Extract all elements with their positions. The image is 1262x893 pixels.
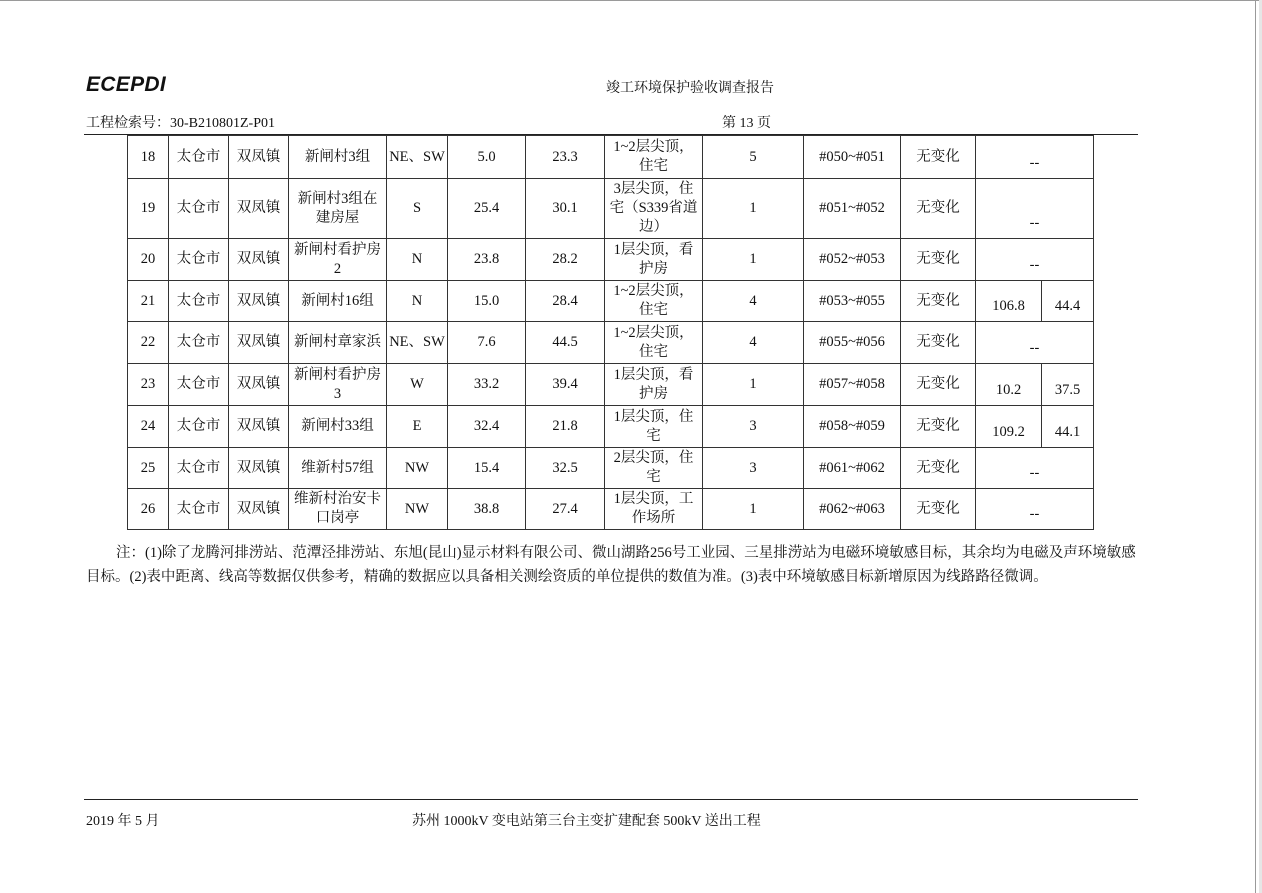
cell-height: 44.5: [526, 322, 605, 364]
cell-dist: 32.4: [448, 406, 526, 448]
cell-no: 26: [128, 489, 169, 530]
cell-towers: #052~#053: [804, 239, 901, 281]
cell-type: 1层尖顶，看护房: [605, 364, 703, 406]
cell-dist: 23.8: [448, 239, 526, 281]
cell-extra-1: 10.2: [976, 364, 1042, 406]
cell-town: 双凤镇: [229, 239, 289, 281]
cell-city: 太仓市: [169, 406, 229, 448]
cell-count: 4: [703, 281, 804, 322]
page-border-top: [0, 0, 1262, 1]
cell-count: 3: [703, 448, 804, 489]
cell-no: 23: [128, 364, 169, 406]
cell-city: 太仓市: [169, 281, 229, 322]
cell-height: 32.5: [526, 448, 605, 489]
cell-extra: --: [976, 239, 1094, 281]
cell-type: 3层尖顶，住宅（S339省道边）: [605, 179, 703, 239]
cell-extra-2: 37.5: [1042, 364, 1094, 406]
cell-extra-1: 106.8: [976, 281, 1042, 322]
cell-dist: 5.0: [448, 136, 526, 179]
cell-dir: W: [387, 364, 448, 406]
cell-city: 太仓市: [169, 136, 229, 179]
cell-dist: 15.0: [448, 281, 526, 322]
cell-count: 1: [703, 239, 804, 281]
cell-extra-2: 44.4: [1042, 281, 1094, 322]
cell-height: 27.4: [526, 489, 605, 530]
table-row: [128, 364, 1094, 406]
cell-dist: 25.4: [448, 179, 526, 239]
cell-towers: #062~#063: [804, 489, 901, 530]
cell-towers: #057~#058: [804, 364, 901, 406]
cell-town: 双凤镇: [229, 136, 289, 179]
cell-height: 23.3: [526, 136, 605, 179]
table-row: [128, 281, 1094, 322]
table-row: [128, 136, 1094, 179]
cell-change: 无变化: [901, 281, 976, 322]
cell-type: 1层尖顶，看护房: [605, 239, 703, 281]
table-row: [128, 489, 1094, 530]
cell-type: 1~2层尖顶，住宅: [605, 136, 703, 179]
cell-towers: #061~#062: [804, 448, 901, 489]
cell-dir: N: [387, 281, 448, 322]
cell-no: 19: [128, 179, 169, 239]
table-row: [128, 239, 1094, 281]
cell-change: 无变化: [901, 179, 976, 239]
cell-extra: --: [976, 489, 1094, 530]
cell-count: 3: [703, 406, 804, 448]
cell-city: 太仓市: [169, 489, 229, 530]
cell-dir: S: [387, 179, 448, 239]
cell-target: 维新村57组: [289, 448, 387, 489]
cell-town: 双凤镇: [229, 448, 289, 489]
cell-towers: #053~#055: [804, 281, 901, 322]
cell-town: 双凤镇: [229, 406, 289, 448]
footer-date: 2019 年 5 月: [86, 814, 160, 829]
cell-no: 22: [128, 322, 169, 364]
cell-change: 无变化: [901, 239, 976, 281]
cell-city: 太仓市: [169, 448, 229, 489]
cell-city: 太仓市: [169, 364, 229, 406]
cell-towers: #051~#052: [804, 179, 901, 239]
cell-extra: --: [976, 448, 1094, 489]
page-number: 第 13 页: [722, 116, 771, 131]
cell-dist: 38.8: [448, 489, 526, 530]
cell-dir: NW: [387, 489, 448, 530]
cell-type: 1层尖顶，工作场所: [605, 489, 703, 530]
cell-city: 太仓市: [169, 322, 229, 364]
table-body: [128, 136, 1094, 530]
cell-change: 无变化: [901, 136, 976, 179]
cell-no: 24: [128, 406, 169, 448]
footer-rule: [84, 799, 1138, 800]
cell-dist: 15.4: [448, 448, 526, 489]
sensitive-targets-table: [127, 135, 1094, 530]
cell-change: 无变化: [901, 489, 976, 530]
cell-change: 无变化: [901, 364, 976, 406]
cell-count: 1: [703, 364, 804, 406]
cell-target: 新闸村看护房2: [289, 239, 387, 281]
cell-town: 双凤镇: [229, 322, 289, 364]
cell-target: 新闸村章家浜: [289, 322, 387, 364]
cell-dir: E: [387, 406, 448, 448]
cell-extra: --: [976, 322, 1094, 364]
cell-target: 新闸村33组: [289, 406, 387, 448]
cell-towers: #055~#056: [804, 322, 901, 364]
cell-no: 25: [128, 448, 169, 489]
table-row: [128, 322, 1094, 364]
cell-count: 5: [703, 136, 804, 179]
cell-dir: NW: [387, 448, 448, 489]
cell-extra-2: 44.1: [1042, 406, 1094, 448]
cell-count: 4: [703, 322, 804, 364]
cell-change: 无变化: [901, 322, 976, 364]
cell-dir: NE、SW: [387, 322, 448, 364]
cell-extra: --: [976, 136, 1094, 179]
cell-height: 30.1: [526, 179, 605, 239]
table-row: [128, 406, 1094, 448]
cell-dist: 7.6: [448, 322, 526, 364]
cell-towers: #058~#059: [804, 406, 901, 448]
cell-dir: NE、SW: [387, 136, 448, 179]
cell-change: 无变化: [901, 448, 976, 489]
footer-project-name: 苏州 1000kV 变电站第三台主变扩建配套 500kV 送出工程: [412, 814, 761, 829]
report-title: 竣工环境保护验收调查报告: [606, 81, 774, 96]
cell-city: 太仓市: [169, 179, 229, 239]
cell-town: 双凤镇: [229, 364, 289, 406]
cell-height: 39.4: [526, 364, 605, 406]
cell-height: 21.8: [526, 406, 605, 448]
company-logo: ECEPDI: [86, 73, 166, 96]
cell-change: 无变化: [901, 406, 976, 448]
page-border-right: [1255, 0, 1256, 893]
cell-count: 1: [703, 489, 804, 530]
cell-height: 28.2: [526, 239, 605, 281]
cell-town: 双凤镇: [229, 281, 289, 322]
cell-type: 1~2层尖顶，住宅: [605, 322, 703, 364]
cell-no: 18: [128, 136, 169, 179]
cell-towers: #050~#051: [804, 136, 901, 179]
cell-dir: N: [387, 239, 448, 281]
cell-count: 1: [703, 179, 804, 239]
cell-no: 21: [128, 281, 169, 322]
table-row: [128, 448, 1094, 489]
cell-extra: --: [976, 179, 1094, 239]
cell-target: 维新村治安卡口岗亭: [289, 489, 387, 530]
cell-dist: 33.2: [448, 364, 526, 406]
cell-city: 太仓市: [169, 239, 229, 281]
cell-town: 双凤镇: [229, 489, 289, 530]
table-row: [128, 179, 1094, 239]
cell-town: 双凤镇: [229, 179, 289, 239]
table-note: 注：(1)除了龙腾河排涝站、范潭泾排涝站、东旭(昆山)显示材料有限公司、微山湖路256号工业园、三星排涝站为电磁环境敏感目标，其余均为电磁及声环境敏感目标。(2)表中距离、线高等数据仅供参考，精确的数据应以具备相关测绘资质的单位提供的数值为准。(3)表中环境敏感目标新增原因为线路路径微调。: [86, 545, 1136, 585]
cell-target: 新闸村3组: [289, 136, 387, 179]
cell-target: 新闸村16组: [289, 281, 387, 322]
cell-type: 1层尖顶，住宅: [605, 406, 703, 448]
cell-extra-1: 109.2: [976, 406, 1042, 448]
cell-target: 新闸村看护房3: [289, 364, 387, 406]
cell-height: 28.4: [526, 281, 605, 322]
cell-target: 新闸村3组在建房屋: [289, 179, 387, 239]
cell-type: 2层尖顶，住宅: [605, 448, 703, 489]
cell-type: 1~2层尖顶，住宅: [605, 281, 703, 322]
document-number: 工程检索号：30-B210801Z-P01: [86, 116, 275, 131]
cell-no: 20: [128, 239, 169, 281]
